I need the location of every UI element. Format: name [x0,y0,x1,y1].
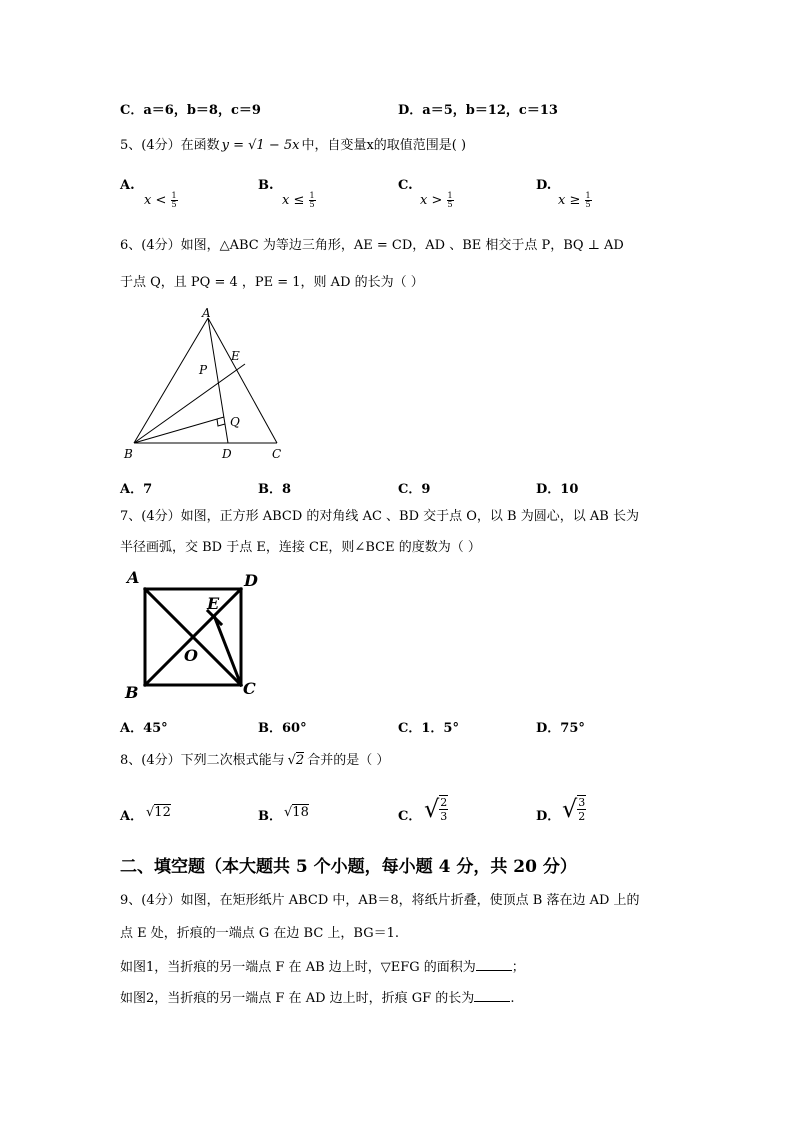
q8-option-d-math: √ $\frac{3}{2}$ [562,795,586,823]
q7-stem-line1: 7、(4分）如图，正方形 ABCD 的对角线 AC 、BD 交于点 O，以 B 为圆心，以 AB 长为 [120,509,639,524]
q8-option-b-math: √18 [284,805,309,820]
q7-label-e: E [207,594,220,613]
q6-label-d: D [222,447,232,461]
q5-option-b-label: B. [258,178,274,193]
q8-suffix: 合并的是（ ） [307,753,390,768]
q5-stem [120,137,466,155]
q8-option-d-label: D． [536,809,561,824]
q9-line3-text: 如图1，当折痕的另一端点 F 在 AB 边上时，▽EFG 的面积为 [120,960,476,975]
q8-prefix: 8、(4分）下列二次根式能与 [120,753,285,768]
q5-option-d-label: D. [536,178,552,193]
q8-option-c-label: C． [398,809,422,824]
q9-line4-end: . [510,991,515,1006]
q9-line4-text: 如图2，当折痕的另一端点 F 在 AD 边上时，折痕 GF 的长为 [120,991,475,1006]
q6-label-c: C [272,447,282,461]
q6-option-d: D．10 [536,482,579,497]
q7-label-o: O [184,646,198,665]
section-2-title: 二、填空题（本大题共 5 个小题，每小题 4 分，共 20 分） [120,857,577,877]
q9-line3 [120,958,525,977]
q6-label-q: Q [230,415,240,429]
q5-function: y = √1 − 5x [221,138,300,153]
q6-right-angle-mark [217,419,225,426]
q7-option-d: D．75° [536,721,585,736]
q8-option-a-math: √12 [146,805,171,820]
q5-option-a-label: A. [120,178,135,193]
q6-label-p: P [199,363,208,377]
q9-line2: 点 E 处，折痕的一端点 G 在边 BC 上，BG＝1. [120,926,399,941]
q9-line1: 9、(4分）如图，在矩形纸片 ABCD 中，AB＝8，将纸片折叠，使顶点 B 落在边 AD 上的 [120,893,640,908]
q9-blank-2[interactable] [474,989,510,1002]
q5-option-c-label: C. [398,178,413,193]
q8-option-a-label: A． [120,809,144,824]
q6-option-a: A．7 [120,482,153,497]
q5-option-b-math: x ≤ $\frac{1}{5}$ [282,191,315,209]
q6-edge-ab [134,318,208,443]
q7-square-figure [118,566,278,706]
q7-label-b: B [125,683,139,702]
q8-stem [120,752,389,770]
q6-stem-line2: 于点 Q，且 PQ = 4 ，PE = 1，则 AD 的长为（ ） [120,275,424,290]
q7-option-b: B．60° [258,721,307,736]
q7-stem-line2: 半径画弧，交 BD 于点 E，连接 CE，则∠BCE 的度数为（ ） [120,540,481,555]
q7-option-a: A．45° [120,721,168,736]
q7-label-a: A [127,568,140,587]
q6-segment-be [134,364,245,443]
q8-option-c-math: √ $\frac{2}{3}$ [424,795,448,823]
q8-option-b-label: B． [258,809,282,824]
q5-option-a-math: x < $\frac{1}{5}$ [144,191,177,209]
q6-stem-line1: 6、(4分）如图，△ABC 为等边三角形，AE = CD，AD 、BE 相交于点 P，BQ ⊥ AD [120,238,624,253]
q6-option-b: B．8 [258,482,292,497]
q7-label-d: D [244,571,258,590]
q6-triangle-figure [112,300,312,470]
q9-line4 [120,989,514,1008]
q6-label-a: A [202,306,211,320]
q9-blank-1[interactable] [476,958,512,971]
q8-sqrt2: √2 [287,753,305,768]
q7-option-c: C．1．5° [398,721,459,736]
q7-segment-ce [215,618,241,685]
q7-label-c: C [243,679,256,698]
q5-option-c-math: x > $\frac{1}{5}$ [420,191,453,209]
q6-label-e: E [231,349,240,363]
q4-option-d: D．a＝5，b＝12，c＝13 [398,103,558,118]
q6-option-c: C．9 [398,482,431,497]
q5-suffix: 中，自变量x的取值范围是( ) [301,138,467,153]
q4-option-c: C．a＝6，b＝8，c＝9 [120,103,261,118]
q5-option-d-math: x ≥ $\frac{1}{5}$ [558,191,591,209]
q9-line3-end: ； [511,960,525,975]
q6-label-b: B [124,447,133,461]
q5-prefix: 5、(4分）在函数 [120,138,220,153]
